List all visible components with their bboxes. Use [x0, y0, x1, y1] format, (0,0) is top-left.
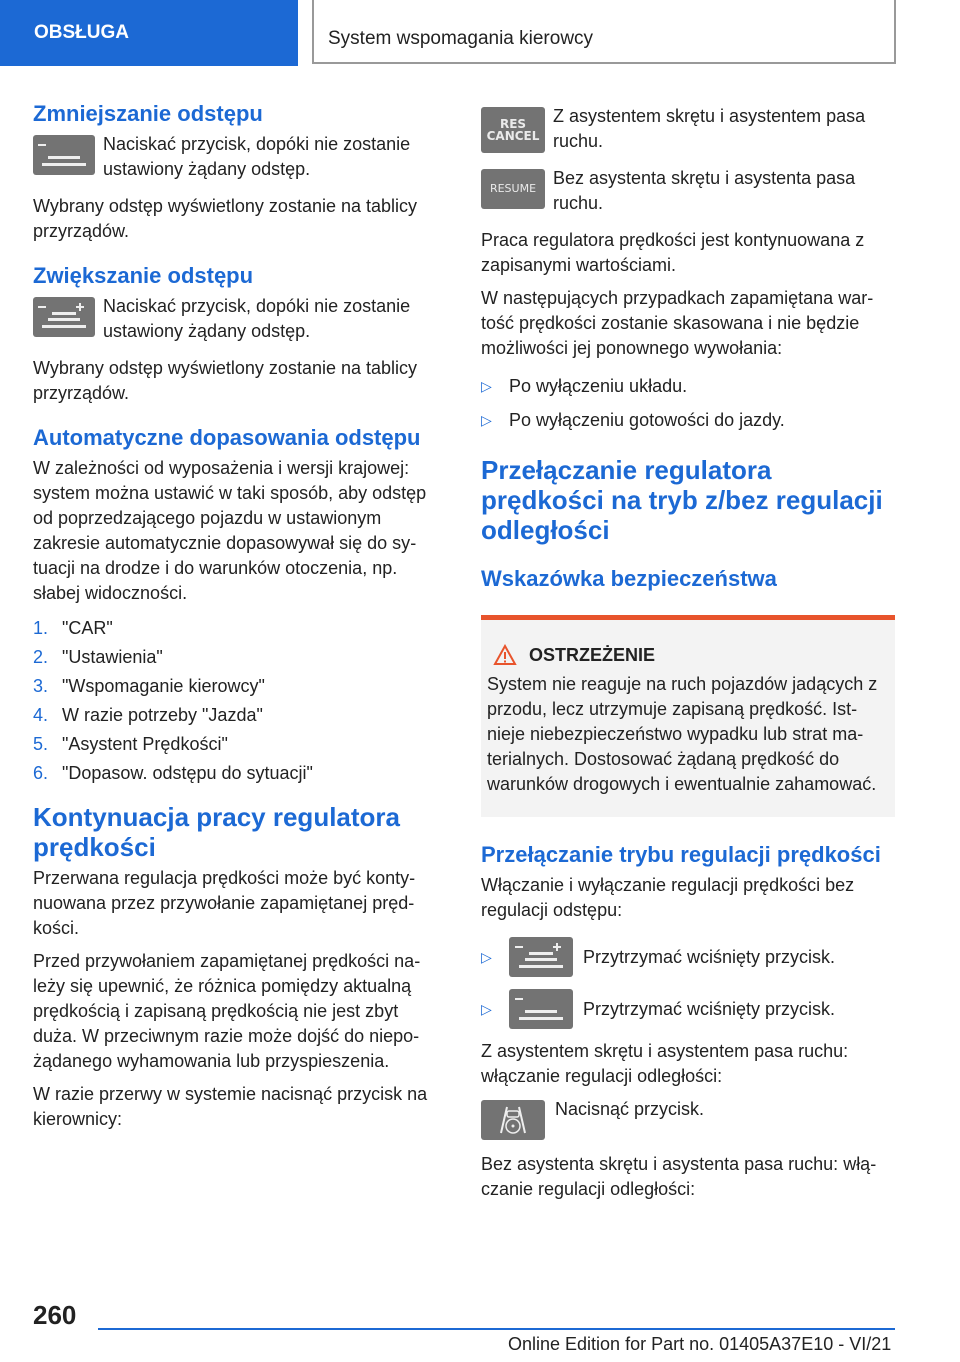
step-text: "Ustawienia" [62, 647, 163, 667]
section-tab [0, 0, 298, 66]
step-number: 3. [33, 676, 49, 696]
increase-heading: Zwiększanie odstępu [33, 263, 254, 288]
triangle-bullet-icon: ▷ [481, 412, 492, 428]
chapter-title [312, 0, 896, 64]
with-assist-text: Z asystentem skrętu i asystentem pasa ruchu: włączanie regulacji odległości: [481, 1041, 849, 1086]
list-item-text: Przytrzymać wciśnięty przycisk. [583, 999, 836, 1019]
warning-title-text: OSTRZEŻENIE [529, 644, 656, 665]
distance-increase-button-icon [33, 297, 95, 337]
page-number: 260 [33, 1300, 77, 1330]
resume-heading: Kontynuacja pracy regulatora prędkości [33, 802, 400, 862]
step-text: "CAR" [62, 618, 113, 638]
step-number: 5. [33, 734, 49, 754]
assist-button-row [481, 1097, 895, 1140]
res-cancel-row [481, 104, 895, 154]
increase-note: Wybrany odstęp wyświetlony zostanie na tablicy przyrządów. [33, 358, 418, 403]
cancel-conditions [481, 369, 895, 437]
cancel-label: CANCEL [486, 129, 540, 143]
res-label: RES [499, 117, 527, 131]
step-number: 6. [33, 763, 49, 783]
decrease-note: Wybrany odstęp wyświetlony zostanie na tablicy przyrządów. [33, 196, 418, 241]
safety-heading: Wskazówka bezpieczeństwa [481, 566, 777, 591]
warning-text: System nie reaguje na ruch pojazdów jadących z przodu, lecz utrzymuje zapisaną prędkość. Istnieje niebezpieczeństwo wypadku lub strat materialnych. Dostosować żądaną prędkość do warunków drogowych i ewentualnie zahamować. [487, 674, 878, 794]
decrease-instruction: Naciskać przycisk, dopóki nie zostanie ustawiony żądany odstęp. [103, 134, 411, 179]
resume-p3: W razie przerwy w systemie nacisnąć przycisk na kierownicy: [33, 1084, 428, 1129]
footer-divider [98, 1328, 895, 1330]
step-number: 4. [33, 705, 49, 725]
triangle-bullet-icon: ▷ [481, 949, 492, 965]
distance-increase-button-icon [509, 937, 573, 977]
warning-title [487, 644, 887, 666]
resume-p1: Przerwana regulacja prędkości może być kontynuowana przez przywołanie zapamiętanej prędkości. [33, 868, 416, 938]
step-item [33, 730, 445, 759]
auto-text: W zależności od wyposażenia i wersji krajowej: system można ustawić w taki sposób, aby odstęp od poprzedzającego pojazdu w ustawionym zakresie automatycznie dopasowywał się do sytuacji na drodze i do warunków otoczenia, np. słabej widoczności. [33, 458, 427, 603]
section-label: OBSŁUGA [34, 22, 129, 43]
list-item [481, 931, 895, 983]
right-p1: Praca regulatora prędkości jest kontynuowana z zapisanymi wartościami. [481, 230, 865, 275]
switch-heading: Przełączanie regulatora prędkości na tryb z/bez regulacji odległości [481, 455, 883, 545]
resume-p2: Przed przywołaniem zapamiętanej prędkości należy się upewnić, że różnica pomiędzy aktualną prędkością i zapisaną prędkością nie jest zbyt duża. W przeciwnym razie może dojść do niepożądanego wyhamowania lub przyspieszenia. [33, 951, 421, 1071]
list-item-text: Przytrzymać wciśnięty przycisk. [583, 947, 836, 967]
auto-heading: Automatyczne dopasowania odstępu [33, 425, 421, 450]
step-item [33, 614, 445, 643]
step-text: W razie potrzeby "Jazda" [62, 705, 263, 725]
step-item [33, 643, 445, 672]
step-item [33, 701, 445, 730]
triangle-bullet-icon: ▷ [481, 1001, 492, 1017]
footer-edition: Online Edition for Part no. 01405A37E10 - VI/21 [508, 1334, 892, 1354]
triangle-bullet-icon: ▷ [481, 378, 492, 394]
without-assist-text: Bez asystenta skrętu i asystenta pasa ruchu: włączanie regulacji odległości: [481, 1154, 877, 1199]
mode-list [481, 931, 895, 1035]
list-item [481, 369, 895, 403]
decrease-heading: Zmniejszanie odstępu [33, 101, 263, 126]
res-cancel-text: Z asystentem skrętu i asystentem pasa ruchu. [553, 106, 866, 151]
increase-row [33, 294, 445, 344]
list-item [481, 403, 895, 437]
distance-decrease-button-icon [33, 135, 95, 175]
warning-box [481, 615, 895, 817]
distance-decrease-button-icon [509, 989, 573, 1029]
warning-triangle-icon [493, 644, 517, 666]
right-column [481, 100, 895, 1210]
step-item [33, 759, 445, 788]
step-text: "Wspomaganie kierowcy" [62, 676, 265, 696]
left-column [33, 100, 445, 1140]
resume-button-icon [481, 169, 545, 209]
chapter-title-text: System wspomagania kierowcy [328, 28, 594, 49]
list-item-text: Po wyłączeniu układu. [509, 376, 688, 396]
mode-heading: Przełączanie trybu regulacji prędkości [481, 842, 881, 867]
resume-button-row [481, 166, 895, 216]
decrease-row [33, 132, 445, 182]
right-p2: W następujących przypadkach zapamiętana wartość prędkości zostanie skasowana i nie będzie możliwości jej ponownego wywołania: [481, 288, 874, 358]
steering-assist-button-icon [481, 1100, 545, 1140]
step-number: 2. [33, 647, 49, 667]
step-number: 1. [33, 618, 49, 638]
resume-button-text: Bez asystenta skrętu i asystenta pasa ruchu. [553, 168, 856, 213]
list-item [481, 983, 895, 1035]
step-item [33, 672, 445, 701]
resume-label: RESUME [489, 182, 537, 195]
auto-steps [33, 614, 445, 788]
increase-instruction: Naciskać przycisk, dopóki nie zostanie ustawiony żądany odstęp. [103, 296, 411, 341]
press-button-text: Nacisnąć przycisk. [555, 1099, 705, 1119]
res-cancel-button-icon [481, 107, 545, 153]
list-item-text: Po wyłączeniu gotowości do jazdy. [509, 410, 785, 430]
step-text: "Asystent Prędkości" [62, 734, 228, 754]
mode-text: Włączanie i wyłączanie regulacji prędkości bez regulacji odstępu: [481, 875, 855, 920]
step-text: "Dopasow. odstępu do sytuacji" [62, 763, 313, 783]
